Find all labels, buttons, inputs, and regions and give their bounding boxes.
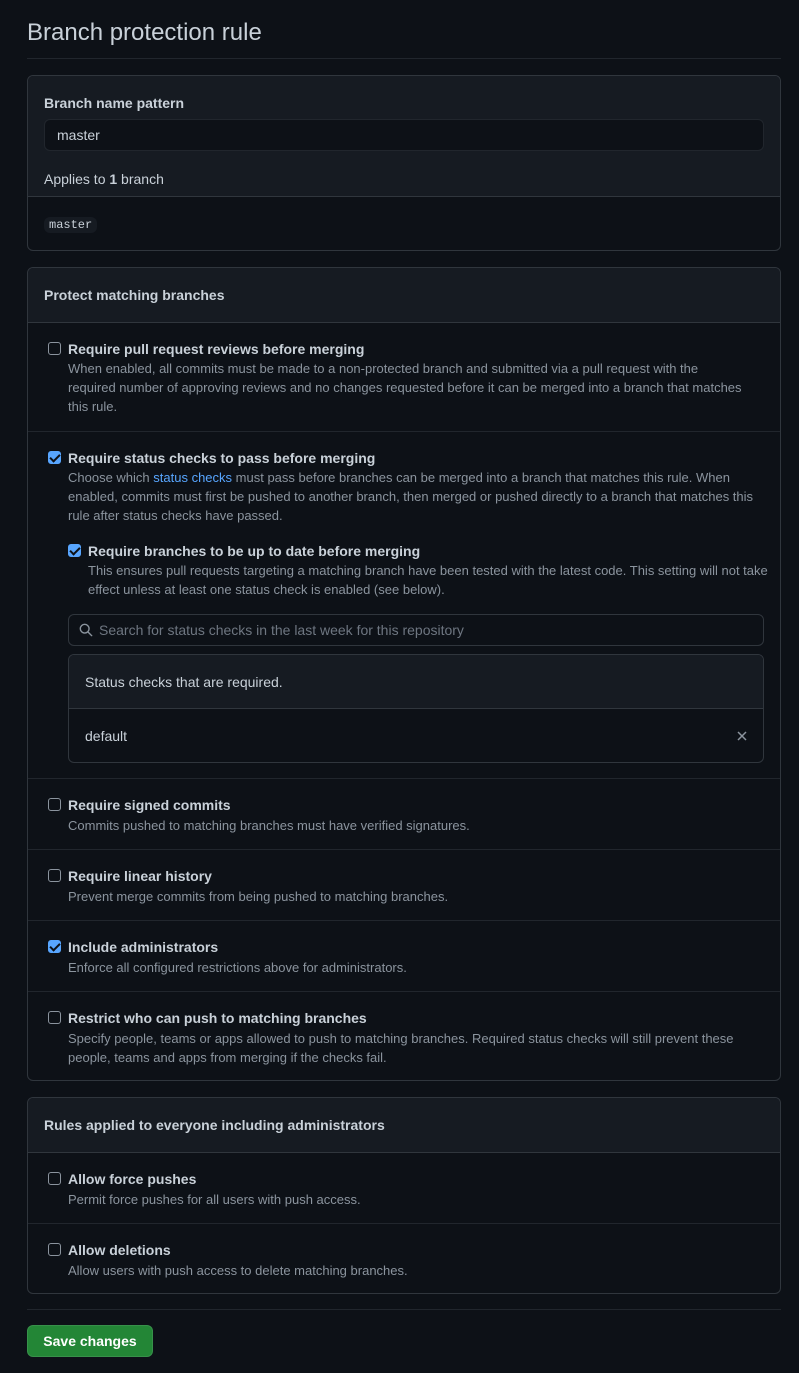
deletions-title: Allow deletions [68,1242,171,1258]
branch-protection-page [27,0,781,1349]
form-divider [27,1309,781,1310]
page-title: Branch protection rule [27,0,781,59]
branch-chip: master [44,217,97,233]
status-checks-desc-before: Choose which [68,470,154,485]
applies-to-text [44,171,164,187]
force-pushes-desc: Permit force pushes for all users with push access. [68,1192,361,1207]
status-check-search-input[interactable] [99,615,749,645]
force-pushes-checkbox[interactable] [48,1172,61,1185]
pull-request-reviews-title: Require pull request reviews before merging [68,341,365,357]
branch-name-label: Branch name pattern [44,95,185,111]
everyone-header: Rules applied to everyone including administrators [28,1098,780,1153]
required-check-name: default [85,727,128,744]
status-check-search [68,614,764,646]
rule-deletions [28,1224,780,1294]
close-icon[interactable] [737,731,747,741]
rule-force-pushes [28,1153,780,1224]
rule-signed-commits [28,779,780,850]
applies-suffix: branch [117,171,164,187]
status-checks-link[interactable]: status checks [153,470,233,485]
up-to-date-desc: This ensures pull requests targeting a matching branch have been tested with the latest code. This setting will not take effect unless at least one status check is enabled (see below). [88,563,768,597]
force-pushes-title: Allow force pushes [68,1171,197,1187]
restrict-push-desc: Specify people, teams or apps allowed to push to matching branches. Required status checks will still prevent these people, teams and apps from merging if the checks fail. [68,1031,734,1065]
linear-history-checkbox[interactable] [48,869,61,882]
restrict-push-checkbox[interactable] [48,1011,61,1024]
everyone-rules-box [27,1097,781,1294]
up-to-date-title: Require branches to be up to date before merging [88,543,421,559]
up-to-date-checkbox[interactable] [68,544,81,557]
status-checks-title: Require status checks to pass before merging [68,450,376,466]
matched-branches [28,197,780,251]
rule-include-admins [28,921,780,992]
status-checks-desc [68,468,768,525]
rule-pull-request-reviews [28,323,780,432]
signed-commits-checkbox[interactable] [48,798,61,811]
required-check-item [69,709,763,762]
branch-name-section [28,76,780,197]
signed-commits-desc: Commits pushed to matching branches must have verified signatures. [68,818,470,833]
pull-request-reviews-checkbox[interactable] [48,342,61,355]
required-checks-header: Status checks that are required. [69,655,763,709]
include-admins-checkbox[interactable] [48,940,61,953]
deletions-checkbox[interactable] [48,1243,61,1256]
branch-name-input[interactable] [44,119,764,151]
protect-header: Protect matching branches [28,268,780,323]
rule-linear-history [28,850,780,921]
applies-count: 1 [109,171,118,187]
branch-name-box [27,75,781,251]
linear-history-desc: Prevent merge commits from being pushed to matching branches. [68,889,449,904]
rule-status-checks [28,432,780,779]
linear-history-title: Require linear history [68,868,212,884]
pull-request-reviews-desc: When enabled, all commits must be made to a non-protected branch and submitted via a pull request with the required number of approving reviews and no changes requested before it can be merged into a branch that matches this rule. [68,361,742,414]
include-admins-title: Include administrators [68,939,219,955]
deletions-desc: Allow users with push access to delete matching branches. [68,1263,408,1278]
status-checks-desc-after: must pass before branches can be merged into a branch that matches this rule. When enabled, commits must first be pushed to another branch, then merged or pushed directly to a branch that matches this rule after status checks have passed. [68,470,754,523]
restrict-push-title: Restrict who can push to matching branches [68,1010,367,1026]
include-admins-desc: Enforce all configured restrictions above for administrators. [68,960,407,975]
save-changes-button[interactable]: Save changes [27,1325,153,1357]
search-icon [79,623,93,640]
required-checks-box [68,654,764,763]
applies-prefix: Applies to [44,171,110,187]
rule-restrict-push [28,992,780,1081]
protect-box [27,267,781,1081]
status-checks-checkbox[interactable] [48,451,61,464]
signed-commits-title: Require signed commits [68,797,231,813]
